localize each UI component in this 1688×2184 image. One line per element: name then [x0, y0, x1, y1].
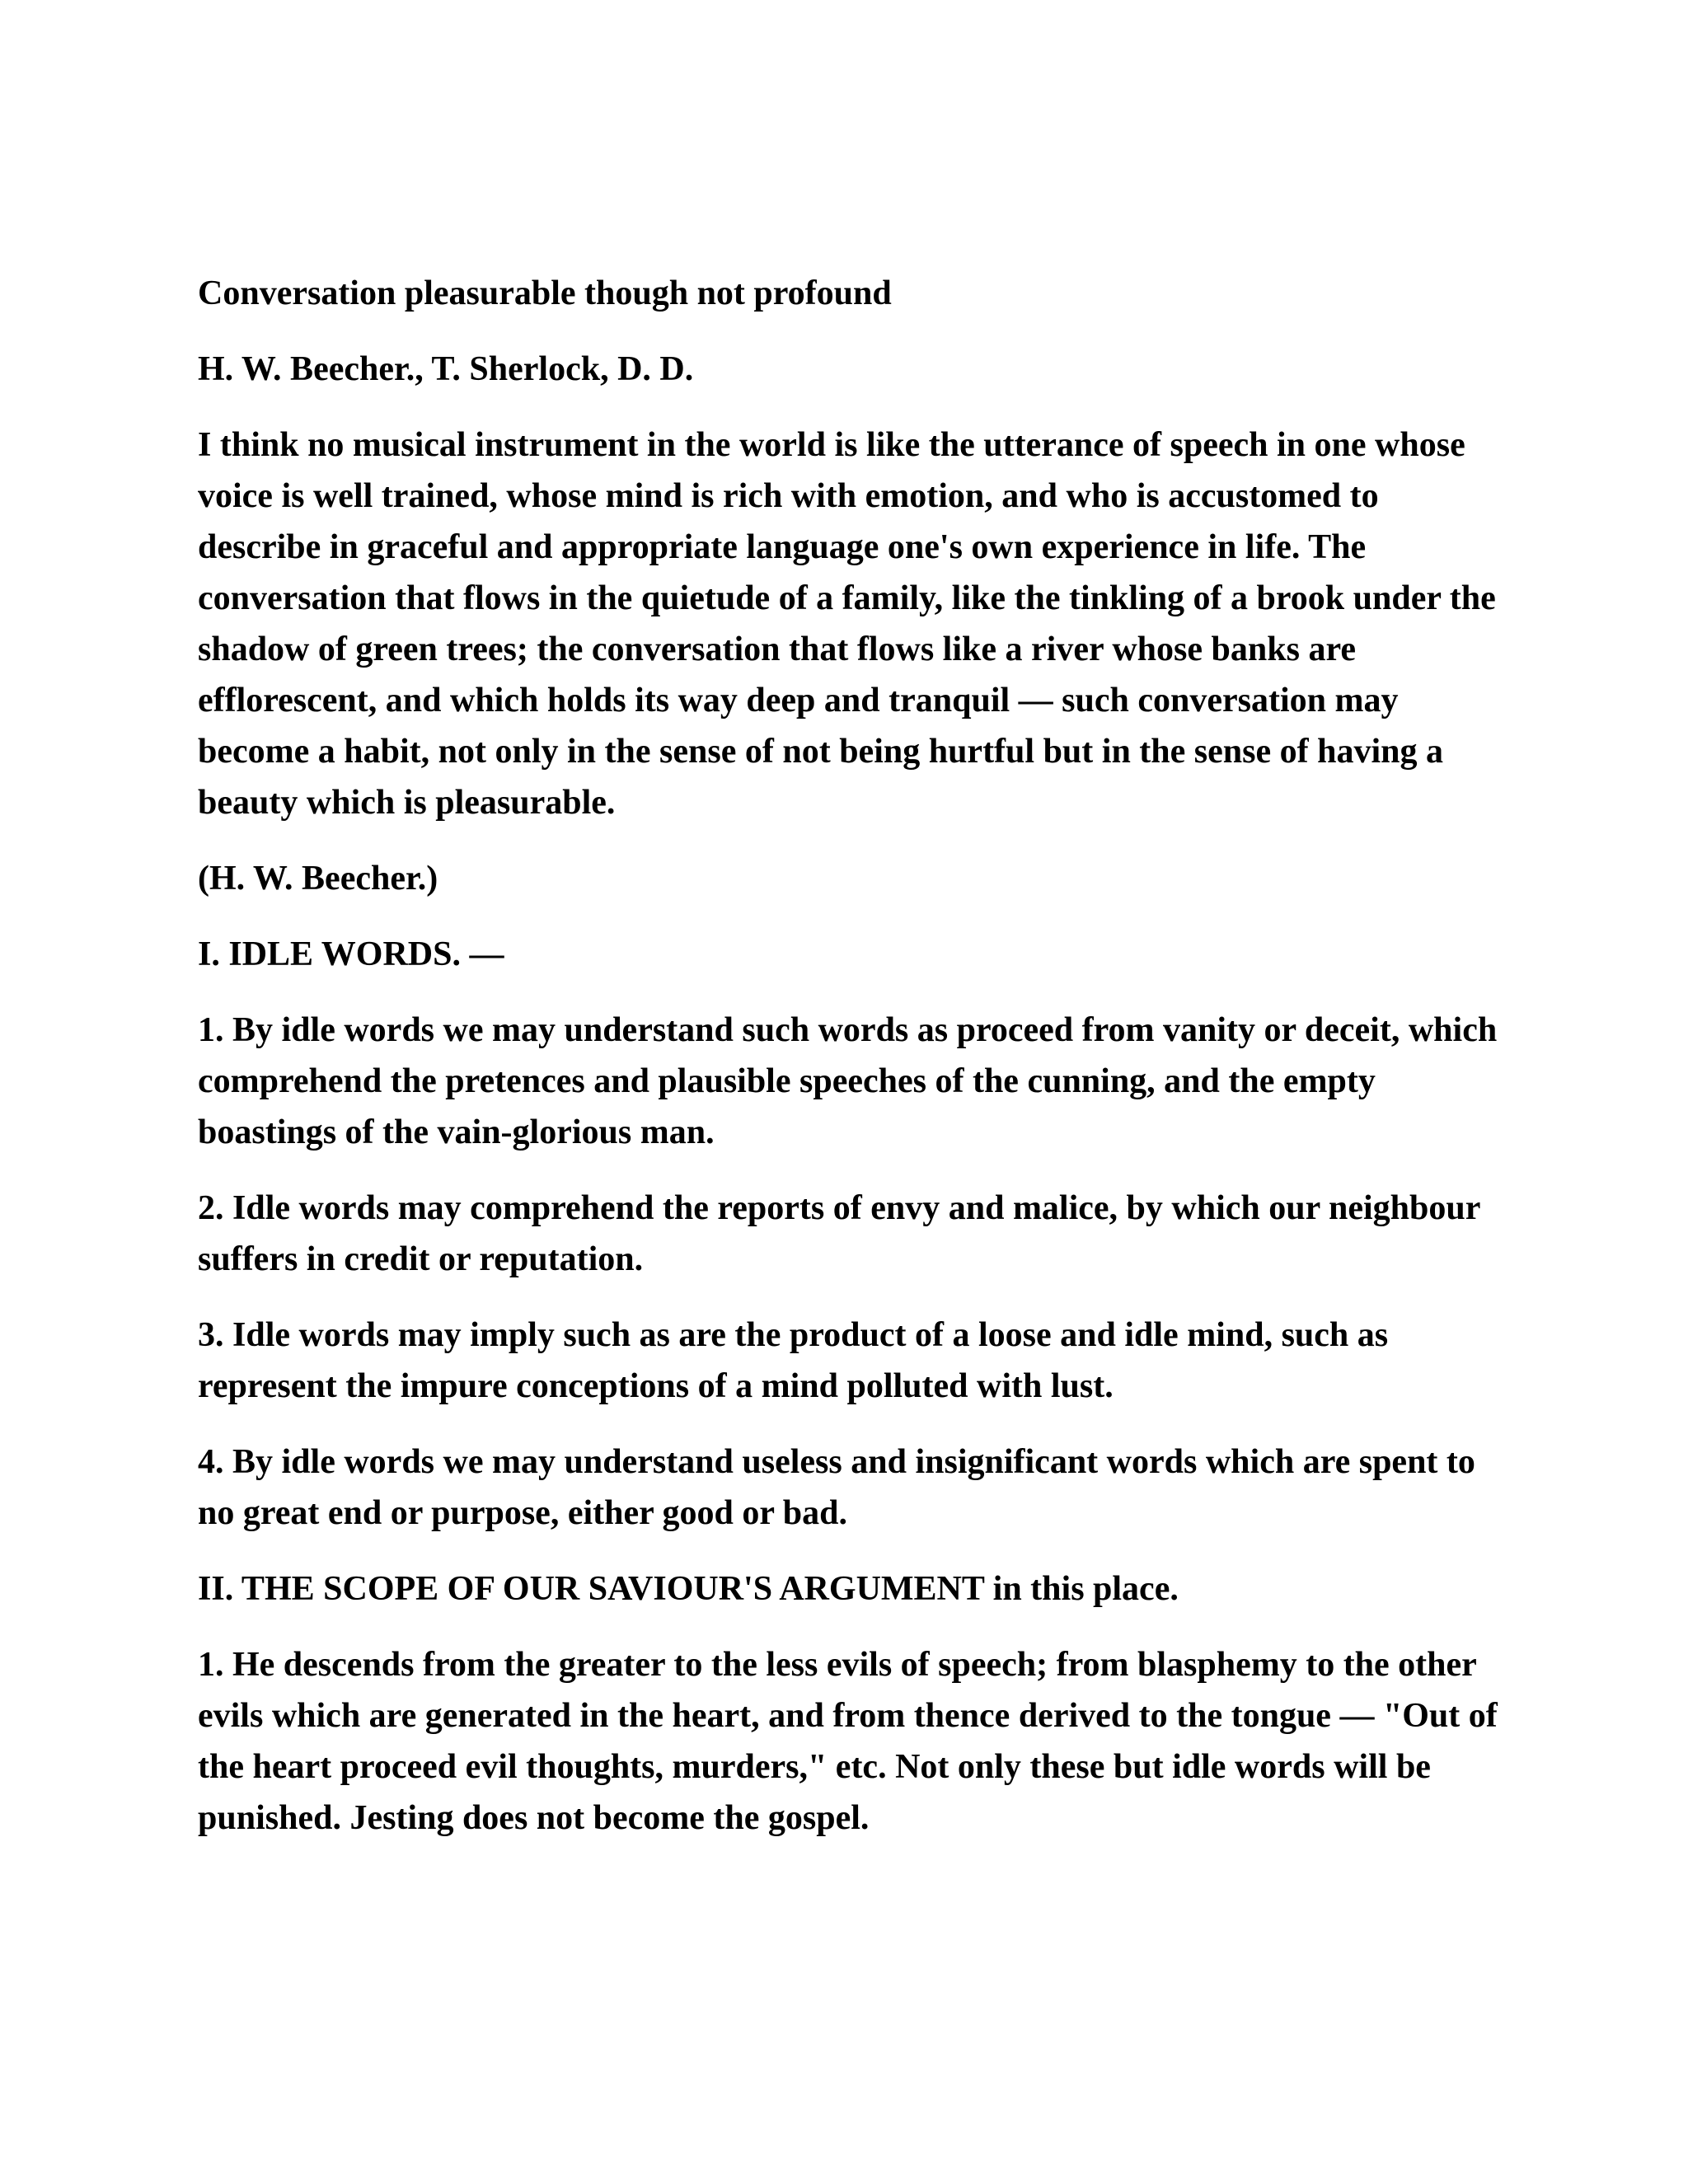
document-title: Conversation pleasurable though not profound	[198, 274, 892, 312]
document-body	[198, 268, 1500, 1868]
document-authors: H. W. Beecher., T. Sherlock, D. D.	[198, 350, 694, 388]
quote-attribution: (H. W. Beecher.)	[198, 860, 438, 898]
section-1-item-3: 3. Idle words may imply such as are the product of a loose and idle mind, such as represent the impure conceptions of a mind polluted with lust.	[198, 1316, 1389, 1405]
section-heading-scope: II. THE SCOPE OF OUR SAVIOUR'S ARGUMENT in this place.	[198, 1570, 1179, 1608]
section-1-item-4: 4. By idle words we may understand useless and insignificant words which are spent to no great end or purpose, either good or bad.	[198, 1443, 1475, 1532]
section-2-item-1: 1. He descends from the greater to the less evils of speech; from blasphemy to the other evils which are generated in the heart, and from thence derived to the tongue — "Out of the heart proceed evil thoughts, murders," etc. Not only these but idle words will be punished. Jesting does not become the gospel.	[198, 1646, 1498, 1837]
quote-paragraph: I think no musical instrument in the world is like the utterance of speech in one whose voice is well trained, whose mind is rich with emotion, and who is accustomed to describe in graceful and appropriate language one's own experience in life. The conversation that flows in the quietude of a family, like the tinkling of a brook under the shadow of green trees; the conversation that flows like a river whose banks are efflorescent, and which holds its way deep and tranquil — such conversation may become a habit, not only in the sense of not being hurtful but in the sense of having a beauty which is pleasurable.	[198, 426, 1496, 822]
section-1-item-2: 2. Idle words may comprehend the reports of envy and malice, by which our neighbour suffers in credit or reputation.	[198, 1189, 1480, 1278]
section-1-item-1: 1. By idle words we may understand such words as proceed from vanity or deceit, which comprehend the pretences and plausible speeches of the cunning, and the empty boastings of the vain-glorious man.	[198, 1011, 1498, 1151]
section-heading-idle-words: I. IDLE WORDS. —	[198, 935, 504, 973]
